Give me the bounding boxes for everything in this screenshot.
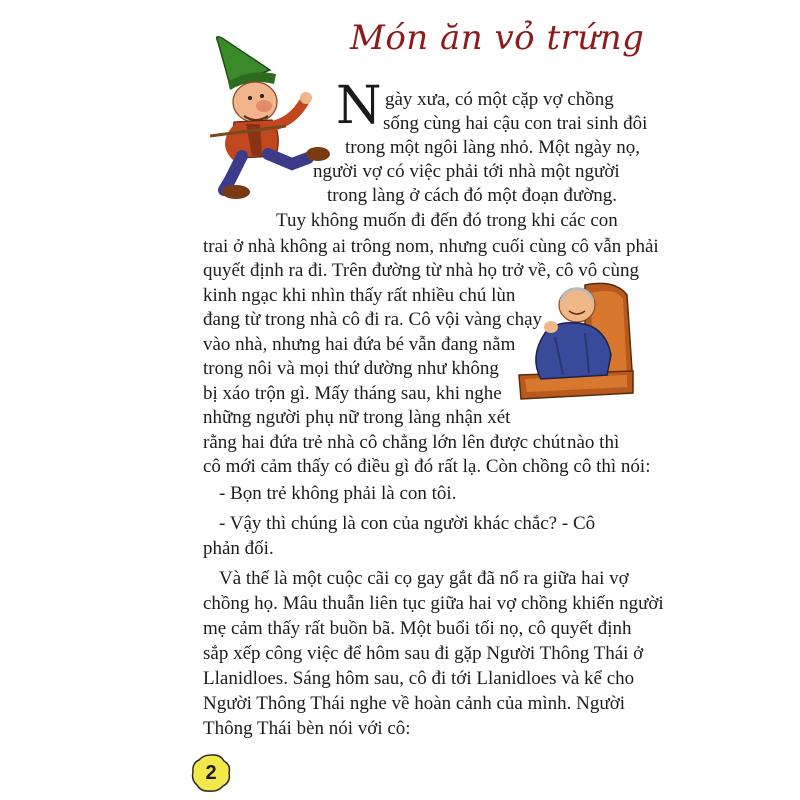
- text-line: những người phụ nữ trong làng nhận xét: [203, 407, 511, 428]
- page-number: 2: [205, 761, 217, 784]
- text-line: kinh ngạc khi nhìn thấy rất nhiều chú lùn: [203, 285, 516, 306]
- text-line: vào nhà, nhưng hai đứa bé vẫn đang nằm: [203, 334, 516, 355]
- text-line: Người Thông Thái nghe về hoàn cảnh của mình. Người: [203, 693, 626, 714]
- page-number-badge: [190, 753, 232, 793]
- text-line: gày xưa, có một cặp vợ chồng: [385, 89, 614, 110]
- text-line: trong một ngôi làng nhỏ. Một ngày nọ,: [345, 137, 641, 158]
- text-line: trong làng ở cách đó một đoạn đường.: [327, 185, 618, 206]
- text-line: Thông Thái bèn nói với cô:: [203, 718, 411, 739]
- text-line: - Bọn trẻ không phải là con tôi.: [219, 483, 457, 504]
- text-line: trai ở nhà không ai trông nom, nhưng cuối cùng cô vẫn phải: [203, 236, 659, 257]
- drop-cap: N: [336, 76, 382, 136]
- text-line: rằng hai đứa trẻ nhà cô chẳng lớn lên được chút: [203, 432, 566, 453]
- text-line: Tuy không muốn đi đến đó trong khi các con: [276, 210, 618, 231]
- text-line: chồng họ. Mâu thuẫn liên tục giữa hai vợ chồng khiến người: [203, 593, 664, 614]
- text-line: phản đối.: [203, 538, 274, 559]
- text-line: cô mới cảm thấy có điều gì đó rất lạ. Còn chồng cô thì nói:: [203, 456, 651, 477]
- text-line: người vợ có việc phải tới nhà một người: [313, 161, 620, 182]
- text-line: bị xáo trộn gì. Mấy tháng sau, khi nghe: [203, 383, 502, 404]
- text-line: Và thế là một cuộc cãi cọ gay gắt đã nổ ra giữa hai vợ: [219, 568, 629, 589]
- text-line: Llanidloes. Sáng hôm sau, cô đi tới Llanidloes và kể cho: [203, 668, 635, 689]
- text-line: nào thì: [567, 432, 620, 453]
- text-line: quyết định ra đi. Trên đường từ nhà họ trở về, cô vô cùng: [203, 260, 639, 281]
- text-line: mẹ cảm thấy rất buồn bã. Một buổi tối nọ, cô quyết định: [203, 618, 632, 639]
- text-line: trong nôi và mọi thứ dường như không: [203, 358, 499, 379]
- old-man-illustration: [515, 275, 640, 410]
- story-title: Món ăn vỏ trứng: [350, 18, 645, 58]
- text-line: đang từ trong nhà cô đi ra. Cô vội vàng chạy: [203, 309, 543, 330]
- text-line: - Vậy thì chúng là con của người khác chắc? - Cô: [219, 513, 596, 534]
- text-line: sống cùng hai cậu con trai sinh đôi: [383, 113, 648, 134]
- text-line: sắp xếp công việc để hôm sau đi gặp Người Thông Thái ở: [203, 643, 644, 664]
